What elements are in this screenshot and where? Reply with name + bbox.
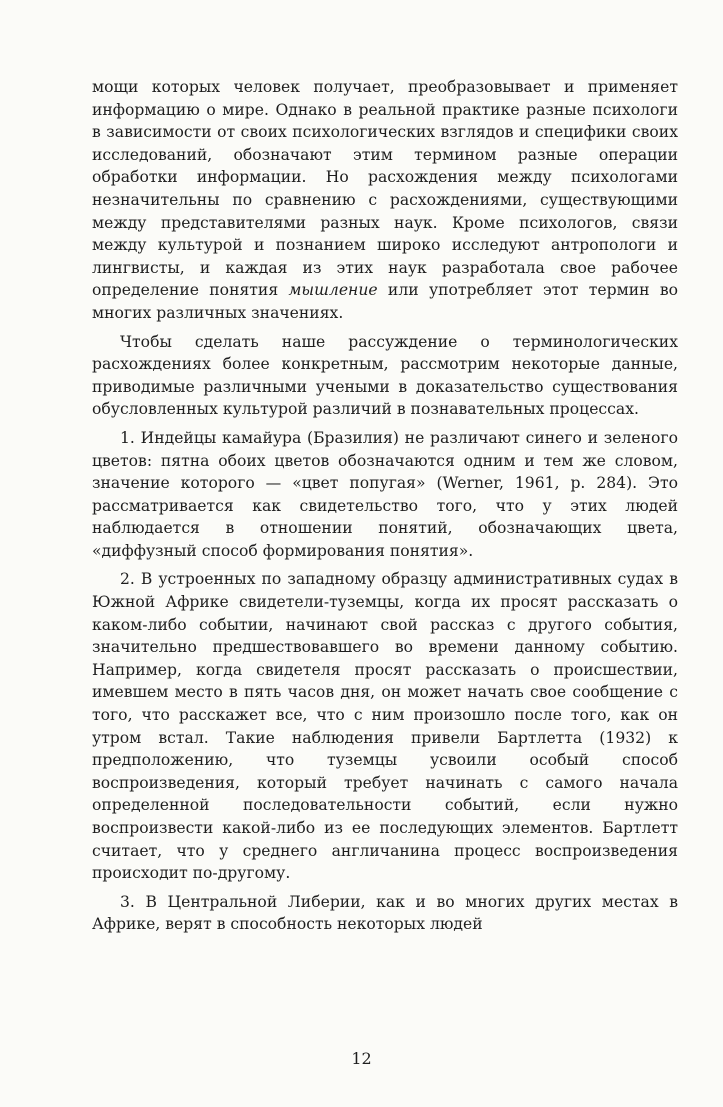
paragraph-continuation (92, 76, 678, 325)
page-number: 12 (351, 1049, 372, 1068)
paragraph-item-3: 3. В Центральной Либерии, как и во многих других местах в Африке, верят в способность некоторых людей (92, 892, 678, 934)
paragraph-item-2: 2. В устроенных по западному образцу административных судах в Южной Африке свидетели-туземцы, когда их просят рассказать о каком-либо событии, начинают свой рассказ с другого события, значительно предшествовавшего во времени данному событию. Например, когда свидетеля просят рассказать о происшествии, имевшем место в пять часов дня, он может начать свое сообщение с того, что расскажет все, что с ним произошло после того, как он утром встал. Такие наблюдения привели Бартлетта (1932) к предположению, что туземцы усвоили особый способ воспроизведения, который требует начинать с самого начала определенной последовательности событий, если нужно воспроизвести какой-либо из ее последующих элементов. Бартлетт считает, что у среднего англичанина процесс воспроизведения происходит по-другому. (92, 570, 678, 883)
page-body (92, 76, 678, 936)
paragraph-intro: Чтобы сделать наше рассуждение о терминологических расхождениях более конкретным, рассмотрим некоторые данные, приводимые различными учеными в доказательство существования обусловленных культурой различий в познавательных процессах. (92, 332, 678, 419)
paragraph-item-1: 1. Индейцы камайура (Бразилия) не различают синего и зеленого цветов: пятна обоих цветов обозначаются одним и тем же словом, значение которого — «цвет попугая» (Werner, 1961, p. 284). Это рассматривается как свидетельство того, что у этих людей наблюдается в отношении понятий, обозначающих цвета, «диффузный способ формирования понятия». (92, 428, 678, 560)
emphasized-term: мышление (288, 281, 378, 300)
paragraph-text: или употребляет этот термин во многих различных значениях. (92, 281, 678, 322)
paragraph-text: мощи которых человек получает, преобразовывает и применяет информацию о мире. Однако в реальной практике разные психологи в зависимости от своих психологических взглядов и специфики своих исследований, обозначают этим термином разные операции обработки информации. Но расхождения между психологами незначительны по сравнению с расхождениями, существующими между представителями разных наук. Кроме психологов, связи между культурой и познанием широко исследуют антропологи и лингвисты, и каждая из этих наук разработала свое рабочее определение понятия (92, 78, 678, 300)
